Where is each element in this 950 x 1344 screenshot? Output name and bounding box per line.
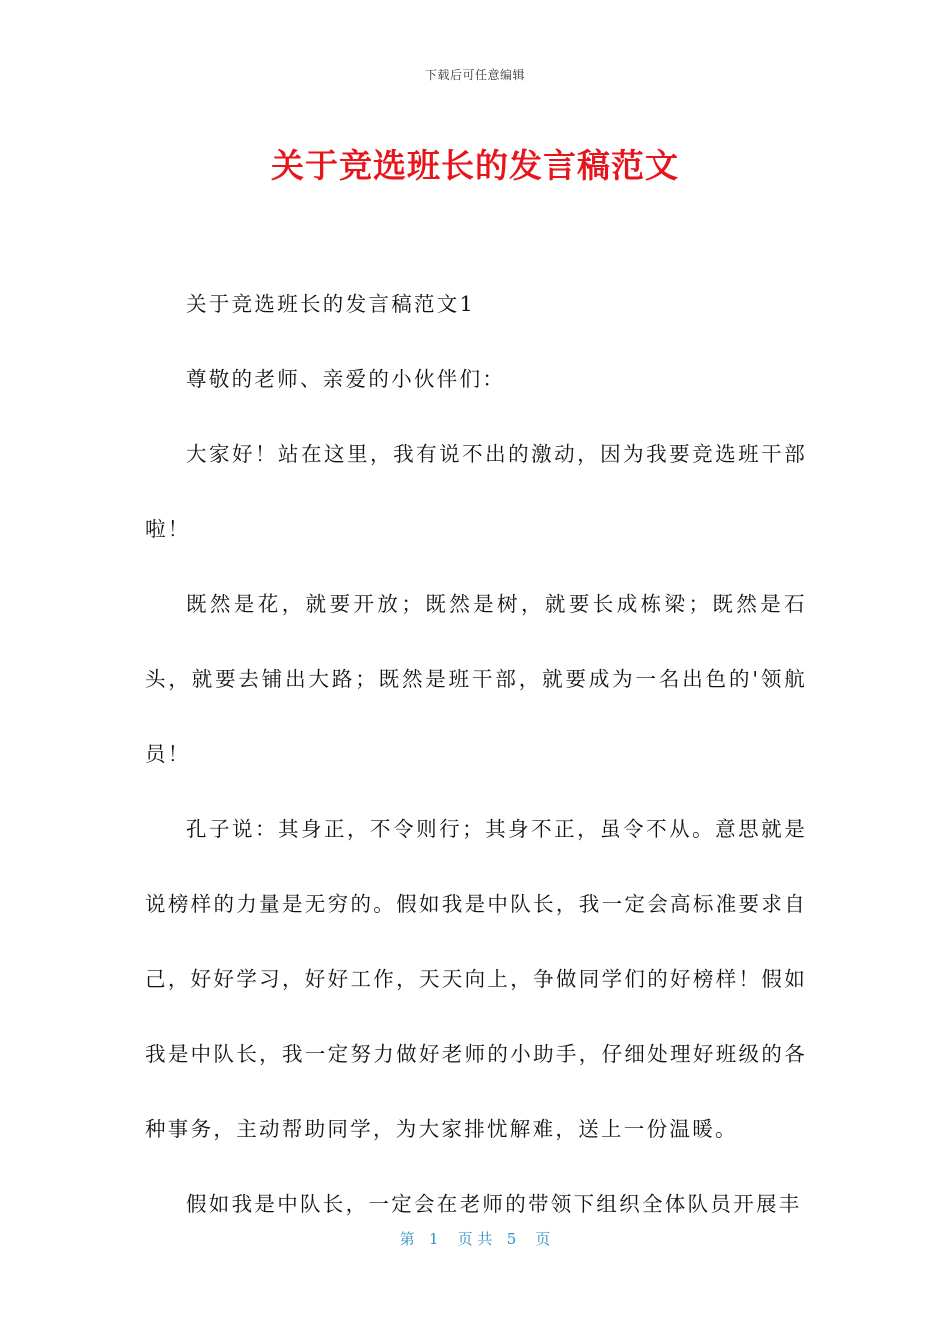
paragraph: 大家好！站在这里，我有说不出的激动，因为我要竞选班干部啦！ [145,442,807,541]
paragraph: 关于竞选班长的发言稿范文1 [186,292,475,316]
paragraph: 孔子说：其身正，不令则行；其身不正，虽令不从。意思就是说榜样的力量是无穷的。假如我是中队长，我一定会高标准要求自己，好好学习，好好工作，天天向上，争做同学们的好榜样！假如我是中队长，我一定努力做好老师的小助手，仔细处理好班级的各种事务，主动帮助同学，为大家排忧解难，送上一份温暖。 [145,817,807,1141]
footer-middle: 页 共 [457,1230,493,1248]
document-body [145,267,807,1242]
footer-suffix: 页 [535,1230,551,1248]
current-page-number: 1 [428,1230,439,1248]
paragraph: 尊敬的老师、亲爱的小伙伴们： [186,367,506,391]
document-title: 关于竞选班长的发言稿范文 [271,146,679,185]
paragraph: 既然是花，就要开放；既然是树，就要长成栋梁；既然是石头，就要去铺出大路；既然是班干部，就要成为一名出色的'领航员！ [145,592,807,766]
paragraph: 假如我是中队长，一定会在老师的带领下组织全体队员开展丰 [186,1192,802,1216]
footer-prefix: 第 [399,1230,415,1248]
header-note: 下载后可任意编辑 [424,68,525,82]
page-footer [0,1228,950,1249]
total-pages-number: 5 [506,1230,517,1248]
